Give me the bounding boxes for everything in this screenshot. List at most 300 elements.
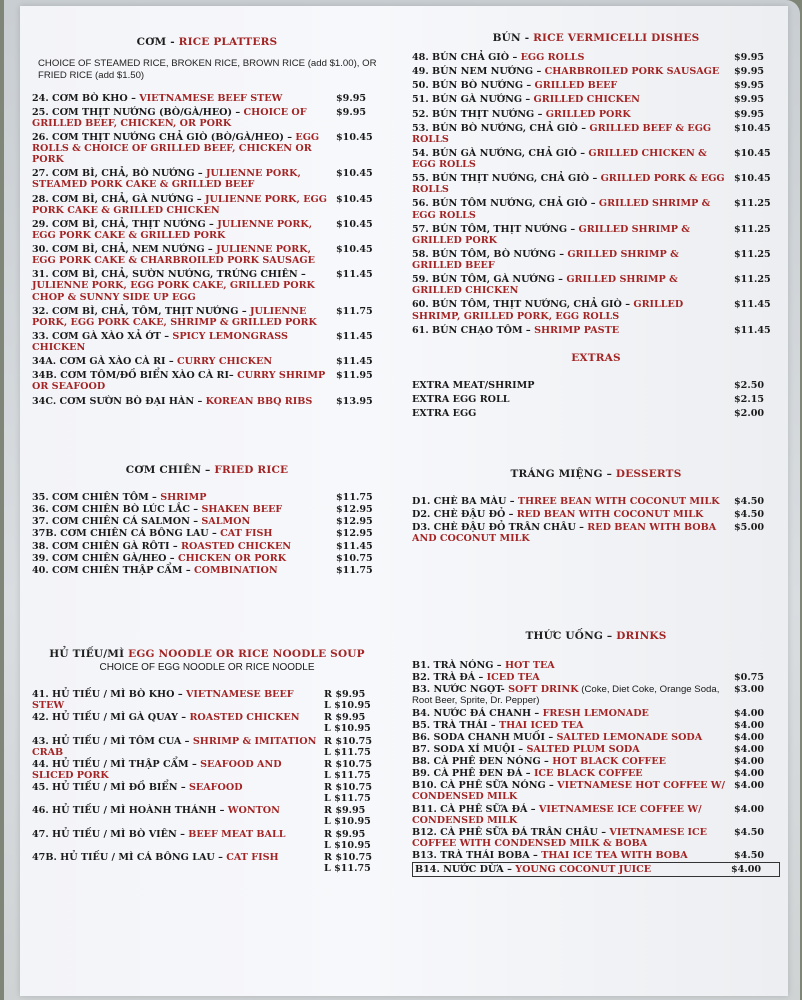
item-description bbox=[412, 756, 728, 767]
item-price: $11.75 bbox=[336, 305, 373, 317]
item-description bbox=[32, 331, 330, 353]
menu-item bbox=[412, 123, 780, 145]
item-name-en: JULIENNE PORK, EGG PORK CAKE, GRILLED PORK CHOP & SUNNY SIDE UP EGG bbox=[32, 280, 315, 303]
item-name-en: THAI ICED TEA bbox=[498, 719, 584, 731]
desserts-list bbox=[412, 496, 780, 545]
item-description bbox=[32, 107, 330, 129]
item-name-en: ICE BLACK COFFEE bbox=[533, 768, 643, 780]
item-name-vn: 35. CƠM CHIÊN TÔM – bbox=[32, 492, 161, 503]
menu-item bbox=[32, 132, 382, 165]
menu-item bbox=[32, 194, 382, 216]
menu-item bbox=[32, 541, 382, 552]
price-regular: R $10.75 bbox=[324, 735, 373, 747]
item-price bbox=[324, 759, 382, 781]
price-large: L $10.95 bbox=[324, 839, 371, 851]
menu-item bbox=[32, 331, 382, 353]
item-price: $10.75 bbox=[336, 552, 373, 564]
item-description bbox=[412, 509, 728, 520]
item-name-vn: 26. CƠM THỊT NƯỚNG CHẢ GIÒ (BÒ/GÀ/HEO) – bbox=[32, 131, 296, 143]
desserts-section bbox=[412, 468, 780, 547]
item-price: $9.95 bbox=[734, 52, 765, 63]
extra-item bbox=[412, 380, 780, 391]
menu-item bbox=[412, 198, 780, 220]
item-name-en: CHICKEN OR PORK bbox=[177, 552, 287, 564]
item-name-vn: 60. BÚN TÔM, THỊT NƯỚNG, CHẢ GIÒ – bbox=[412, 299, 634, 311]
item-description bbox=[415, 864, 725, 875]
item-price: $10.45 bbox=[734, 147, 771, 159]
item-name-en: CAT FISH bbox=[220, 528, 273, 540]
menu-item bbox=[412, 148, 780, 170]
noodle-soup-section bbox=[32, 648, 382, 875]
item-name-vn: 33. CƠM GÀ XÀO XẢ ỚT – bbox=[32, 330, 173, 342]
item-name-vn: 51. BÚN GÀ NƯỚNG – bbox=[412, 94, 534, 106]
price-large: L $11.75 bbox=[324, 862, 371, 874]
item-name-vn: B3. NƯỚC NGỌT- bbox=[412, 684, 509, 696]
menu-item bbox=[412, 52, 780, 63]
item-name-en: VIETNAMESE HOT COFFEE W/ CONDENSED MILK bbox=[412, 780, 726, 803]
item-description bbox=[412, 123, 728, 145]
item-description bbox=[412, 198, 728, 220]
item-description bbox=[32, 565, 330, 576]
item-name-en: CAT FISH bbox=[226, 851, 279, 863]
item-description bbox=[412, 109, 728, 120]
item-name-vn: 56. BÚN TÔM NƯỚNG, CHẢ GIÒ – bbox=[412, 198, 599, 210]
item-description bbox=[32, 829, 318, 840]
extra-name: EXTRA EGG bbox=[412, 408, 477, 420]
item-price: $11.95 bbox=[336, 370, 373, 382]
item-price: $11.45 bbox=[734, 324, 771, 336]
item-name-en: GRILLED BEEF bbox=[534, 80, 618, 92]
price-regular: R $10.75 bbox=[324, 851, 373, 863]
item-price: $4.00 bbox=[734, 731, 765, 743]
item-name-vn: B6. SODA CHANH MUỐI – bbox=[412, 731, 557, 743]
item-name-vn: 37. CƠM CHIÊN CÁ SALMON – bbox=[32, 516, 202, 528]
extras-heading bbox=[412, 352, 780, 364]
heading-vn: HỦ TIẾU/MÌ bbox=[49, 648, 125, 660]
item-description bbox=[412, 522, 728, 544]
item-name-vn: D3. CHÈ ĐẬU ĐỎ TRÂN CHÂU – bbox=[412, 522, 588, 534]
item-description bbox=[32, 541, 330, 552]
item-name-en: HOT TEA bbox=[504, 660, 555, 671]
item-price: $10.45 bbox=[336, 244, 373, 256]
menu-item bbox=[412, 827, 780, 849]
item-name-en: JULIENNE PORK, EGG PORK CAKE & GRILLED CHICKEN bbox=[32, 193, 327, 216]
item-description bbox=[412, 708, 728, 719]
vermicelli-section bbox=[412, 32, 780, 339]
item-description bbox=[32, 553, 330, 564]
menu-item bbox=[412, 720, 780, 731]
item-name-vn: B13. TRÀ THÁI BOBA – bbox=[412, 850, 542, 861]
heading-en: DRINKS bbox=[616, 630, 667, 642]
item-name-vn: 59. BÚN TÔM, GÀ NƯỚNG – bbox=[412, 274, 567, 286]
fried-rice-heading: CƠM CHIÊN – FRIED RICE bbox=[125, 464, 289, 476]
item-description bbox=[32, 168, 330, 190]
item-description bbox=[412, 80, 728, 91]
item-name-vn: 36. CƠM CHIÊN BÒ LÚC LẮC – bbox=[32, 504, 202, 516]
item-price: $11.45 bbox=[336, 330, 373, 342]
desserts-heading: TRÁNG MIỆNG – DESSERTS bbox=[510, 468, 682, 480]
item-price: $4.00 bbox=[731, 864, 762, 876]
item-price: $11.45 bbox=[336, 356, 373, 368]
extra-price: $2.50 bbox=[734, 380, 765, 391]
item-name-en: VIETNAMESE BEEF STEW bbox=[139, 92, 283, 104]
menu-item bbox=[32, 93, 382, 104]
item-description bbox=[412, 148, 728, 170]
price-regular: R $10.75 bbox=[324, 758, 373, 770]
item-name-en: SEAFOOD bbox=[188, 782, 243, 793]
item-description bbox=[32, 492, 330, 503]
menu-item bbox=[412, 249, 780, 271]
extra-price: $2.00 bbox=[734, 408, 765, 420]
item-description bbox=[32, 782, 318, 793]
item-price: $9.95 bbox=[734, 80, 765, 92]
item-price: $10.45 bbox=[336, 131, 373, 143]
item-description bbox=[412, 299, 728, 321]
item-price: $4.00 bbox=[734, 756, 765, 767]
item-name-en: SALTED LEMONADE SODA bbox=[556, 731, 703, 743]
item-description bbox=[32, 370, 330, 392]
item-description bbox=[412, 744, 728, 755]
item-name-vn: 54. BÚN GÀ NƯỚNG, CHẢ GIÒ – bbox=[412, 147, 589, 159]
item-description bbox=[412, 496, 728, 507]
item-name-en: JULIENNE PORK, EGG PORK CAKE & CHARBROILED PORK SAUSAGE bbox=[32, 244, 315, 267]
item-description bbox=[32, 194, 330, 216]
item-price: $4.00 bbox=[734, 768, 765, 780]
item-name-en: ROASTED CHICKEN bbox=[181, 540, 292, 552]
menu-item bbox=[412, 109, 780, 120]
menu-item bbox=[32, 516, 382, 527]
item-name-vn: 47B. HỦ TIẾU / MÌ CÁ BÔNG LAU – bbox=[32, 851, 227, 863]
item-name-en: GRILLED BEEF & EGG ROLLS bbox=[412, 122, 712, 145]
item-price: $11.25 bbox=[734, 274, 771, 286]
item-price: $10.45 bbox=[336, 193, 373, 205]
item-description bbox=[32, 712, 318, 723]
menu-item bbox=[32, 219, 382, 241]
item-name-vn: B2. TRÀ ĐÁ – bbox=[412, 672, 487, 684]
item-price bbox=[324, 736, 382, 758]
item-name-en: GRILLED SHRIMP & EGG ROLLS bbox=[412, 198, 711, 221]
fried-rice-section bbox=[32, 464, 382, 577]
menu-item bbox=[32, 805, 382, 827]
item-price: $11.45 bbox=[336, 269, 373, 281]
item-name-vn: 29. CƠM BÌ, CHẢ, THỊT NƯỚNG – bbox=[32, 218, 218, 230]
heading-vn: CƠM bbox=[136, 36, 167, 48]
item-price: $4.50 bbox=[734, 509, 765, 521]
item-name-vn: 57. BÚN TÔM, THỊT NƯỚNG – bbox=[412, 223, 579, 235]
left-column bbox=[32, 6, 382, 996]
item-description bbox=[412, 732, 728, 743]
menu-item bbox=[32, 269, 382, 302]
menu-item bbox=[32, 759, 382, 781]
menu-item bbox=[32, 852, 382, 874]
item-price bbox=[324, 852, 382, 874]
menu-item bbox=[412, 862, 780, 877]
menu-item bbox=[412, 496, 780, 507]
menu-item bbox=[412, 744, 780, 755]
item-name-vn: 32. CƠM BÌ, CHẢ, TÔM, THỊT NƯỚNG – bbox=[32, 305, 250, 317]
item-name-en: KOREAN BBQ RIBS bbox=[205, 395, 313, 407]
price-regular: R $9.95 bbox=[324, 689, 366, 700]
item-price: $9.95 bbox=[734, 66, 765, 78]
item-price: $10.45 bbox=[734, 173, 771, 185]
rice-choice-note: CHOICE OF STEAMED RICE, BROKEN RICE, BROWN RICE (add $1.00), OR FRIED RICE (add $1.50) bbox=[38, 58, 377, 82]
item-name-en: SHRIMP & IMITATION CRAB bbox=[32, 735, 317, 758]
item-price: $11.25 bbox=[734, 223, 771, 235]
item-description bbox=[412, 720, 728, 731]
drinks-list bbox=[412, 660, 780, 877]
menu-item bbox=[32, 168, 382, 190]
heading-en: RICE VERMICELLI DISHES bbox=[533, 32, 700, 44]
item-price bbox=[324, 782, 382, 804]
item-description bbox=[32, 356, 330, 367]
item-price bbox=[324, 689, 382, 711]
item-name-en: SALTED PLUM SODA bbox=[526, 743, 640, 755]
item-description bbox=[32, 504, 330, 515]
noodle-soup-heading bbox=[32, 648, 382, 660]
menu-item bbox=[412, 66, 780, 77]
item-name-en: RED BEAN WITH COCONUT MILK bbox=[516, 509, 704, 521]
heading-vn: CƠM CHIÊN bbox=[125, 464, 202, 476]
item-name-en: ICED TEA bbox=[486, 672, 540, 684]
extra-item bbox=[412, 408, 780, 419]
item-price: $11.75 bbox=[336, 564, 373, 576]
item-name-vn: 46. HỦ TIẾU / MÌ HOÀNH THÁNH – bbox=[32, 805, 228, 817]
item-name-vn: 31. CƠM BÌ, CHẢ, SƯỜN NƯỚNG, TRỨNG CHIÊN – bbox=[32, 269, 306, 281]
extra-name: EXTRA MEAT/SHRIMP bbox=[412, 380, 535, 391]
noodle-soup-list bbox=[32, 689, 382, 874]
menu-item bbox=[32, 306, 382, 328]
item-name-en: VIETNAMESE ICE COFFEE WITH CONDENSED MILK & BOBA bbox=[412, 826, 707, 849]
item-name-en: CHOICE OF GRILLED BEEF, CHICKEN, OR PORK bbox=[32, 106, 307, 129]
item-name-vn: 58. BÚN TÔM, BÒ NƯỚNG – bbox=[412, 248, 568, 260]
item-name-en: SHRIMP PASTE bbox=[534, 324, 620, 336]
menu-item bbox=[412, 850, 780, 861]
item-name-vn: D1. CHÈ BA MÀU – bbox=[412, 496, 518, 507]
heading-en: DESSERTS bbox=[615, 468, 682, 480]
menu-item bbox=[412, 708, 780, 719]
item-name-vn: 47. HỦ TIẾU / MÌ BÒ VIÊN – bbox=[32, 828, 189, 840]
extra-item bbox=[412, 394, 780, 405]
item-note: (Coke, Diet Coke, Orange Soda, Root Beer, Sprite, Dr. Pepper) bbox=[412, 684, 720, 707]
extras-section bbox=[412, 352, 780, 422]
item-name-en: GRILLED SHRIMP & GRILLED BEEF bbox=[412, 248, 679, 271]
menu-item bbox=[32, 689, 382, 711]
menu-item bbox=[32, 492, 382, 503]
item-price: $9.95 bbox=[336, 92, 367, 104]
item-name-en: GRILLED PORK & EGG ROLLS bbox=[412, 173, 725, 196]
item-name-en: SHRIMP bbox=[160, 492, 207, 503]
item-description bbox=[412, 672, 728, 683]
item-description bbox=[412, 660, 728, 671]
item-price: $10.45 bbox=[734, 122, 771, 134]
price-regular: R $9.95 bbox=[324, 712, 366, 724]
item-name-vn: B9. CÀ PHÊ ĐEN ĐÁ – bbox=[412, 768, 534, 780]
menu-item bbox=[412, 684, 780, 706]
price-large: L $11.75 bbox=[324, 769, 371, 781]
item-name-en: GRILLED PORK bbox=[545, 108, 631, 120]
item-description bbox=[32, 269, 330, 302]
item-name-vn: 43. HỦ TIẾU / MÌ TÔM CUA – bbox=[32, 735, 193, 747]
menu-item bbox=[412, 768, 780, 779]
item-name-vn: B1. TRÀ NÓNG – bbox=[412, 660, 505, 671]
item-price: $4.00 bbox=[734, 707, 765, 719]
item-description bbox=[412, 850, 728, 861]
extra-name: EXTRA EGG ROLL bbox=[412, 394, 510, 406]
item-name-en: CURRY CHICKEN bbox=[177, 356, 273, 368]
item-name-en: EGG ROLLS bbox=[520, 52, 585, 63]
item-price: $11.45 bbox=[734, 299, 771, 311]
item-description bbox=[32, 244, 330, 266]
item-price: $9.95 bbox=[336, 106, 367, 118]
menu-item bbox=[412, 804, 780, 826]
menu-item bbox=[32, 396, 382, 407]
item-price: $4.00 bbox=[734, 803, 765, 815]
extras-list bbox=[412, 380, 780, 419]
item-price bbox=[324, 829, 382, 851]
item-name-en: SEAFOOD AND SLICED PORK bbox=[32, 758, 282, 781]
item-name-vn: 34A. CƠM GÀ XÀO CÀ RI – bbox=[32, 356, 178, 368]
item-name-vn: 39. CƠM CHIÊN GÀ/HEO – bbox=[32, 552, 178, 564]
item-name-en: RED BEAN WITH BOBA AND COCONUT MILK bbox=[412, 522, 717, 545]
menu-item bbox=[412, 274, 780, 296]
extra-price: $2.15 bbox=[734, 394, 765, 406]
heading-en: EGG NOODLE OR RICE NOODLE SOUP bbox=[128, 648, 365, 660]
item-price: $11.75 bbox=[336, 492, 373, 503]
item-name-vn: 41. HỦ TIẾU / MÌ BÒ KHO – bbox=[32, 689, 186, 700]
item-description bbox=[412, 684, 728, 706]
menu-item bbox=[412, 509, 780, 520]
item-description bbox=[412, 780, 728, 802]
item-price: $9.95 bbox=[734, 94, 765, 106]
heading-vn: TRÁNG MIỆNG bbox=[510, 468, 603, 480]
item-price: $4.00 bbox=[734, 719, 765, 731]
item-name-en: JULIENNE PORK, EGG PORK CAKE & GRILLED PORK bbox=[32, 218, 313, 241]
item-name-vn: 48. BÚN CHẢ GIÒ – bbox=[412, 52, 521, 63]
heading-vn: THỨC UỐNG bbox=[525, 630, 604, 642]
price-regular: R $9.95 bbox=[324, 828, 366, 840]
price-large: L $10.95 bbox=[324, 816, 371, 828]
heading-vn: BÚN bbox=[492, 32, 521, 44]
price-large: L $11.75 bbox=[324, 793, 371, 805]
vermicelli-heading: BÚN - RICE VERMICELLI DISHES bbox=[492, 32, 700, 44]
item-description bbox=[412, 768, 728, 779]
rice-platters-heading: CƠM - RICE PLATTERS bbox=[136, 36, 278, 48]
item-description bbox=[412, 274, 728, 296]
item-price: $0.75 bbox=[734, 672, 765, 684]
item-name-vn: 37B. CƠM CHIÊN CÁ BÔNG LAU – bbox=[32, 528, 221, 540]
item-description bbox=[32, 306, 330, 328]
right-column bbox=[412, 6, 780, 996]
item-price: $11.45 bbox=[336, 540, 373, 552]
item-name-en: GRILLED CHICKEN & EGG ROLLS bbox=[412, 147, 707, 170]
menu-page bbox=[20, 6, 788, 996]
item-name-en: WONTON bbox=[227, 805, 280, 817]
item-description bbox=[32, 689, 318, 711]
item-name-vn: B8. CÀ PHÊ ĐEN NÓNG – bbox=[412, 756, 553, 767]
item-description bbox=[32, 132, 330, 165]
item-name-en: BEEF MEAT BALL bbox=[188, 828, 286, 840]
item-description bbox=[412, 224, 728, 246]
item-price: $3.00 bbox=[734, 684, 765, 696]
item-name-vn: B10. CÀ PHÊ SỮA NÓNG – bbox=[412, 780, 558, 792]
menu-item bbox=[32, 244, 382, 266]
fried-rice-list bbox=[32, 492, 382, 576]
menu-item bbox=[32, 712, 382, 734]
item-name-vn: B11. CÀ PHÊ SỮA ĐÁ – bbox=[412, 803, 539, 815]
item-name-en: GRILLED SHRIMP & GRILLED CHICKEN bbox=[412, 274, 678, 297]
item-price: $11.25 bbox=[734, 248, 771, 260]
item-name-en: YOUNG COCONUT JUICE bbox=[515, 864, 652, 876]
item-name-vn: 55. BÚN THỊT NƯỚNG, CHẢ GIÒ – bbox=[412, 173, 601, 185]
menu-item bbox=[412, 756, 780, 767]
item-description bbox=[32, 396, 330, 407]
item-description bbox=[32, 516, 330, 527]
item-name-en: SPICY LEMONGRASS CHICKEN bbox=[32, 330, 288, 354]
menu-item bbox=[412, 299, 780, 321]
price-large: L $11.75 bbox=[324, 746, 371, 758]
item-name-vn: 53. BÚN BÒ NƯỚNG, CHẢ GIÒ – bbox=[412, 122, 590, 134]
item-name-vn: 34B. CƠM TÔM/ĐỒ BIỂN XÀO CÀ RI– bbox=[32, 370, 238, 382]
vermicelli-list bbox=[412, 52, 780, 336]
item-name-en: JULIENNE PORK, STEAMED PORK CAKE & GRILLED BEEF bbox=[32, 168, 301, 191]
item-description bbox=[32, 528, 330, 539]
item-name-vn: 42. HỦ TIẾU / MÌ GÀ QUAY – bbox=[32, 712, 190, 724]
item-name-vn: 38. CƠM CHIÊN GÀ RÔTI – bbox=[32, 540, 182, 552]
price-regular: R $9.95 bbox=[324, 805, 366, 817]
item-name-vn: 44. HỦ TIẾU / MÌ THẬP CẨM – bbox=[32, 758, 201, 770]
item-name-en: EGG ROLLS & CHOICE OF GRILLED BEEF, CHICKEN OR PORK bbox=[32, 131, 320, 166]
item-price: $12.95 bbox=[336, 504, 373, 516]
item-name-vn: 45. HỦ TIẾU / MÌ ĐỒ BIỂN – bbox=[32, 782, 189, 793]
item-price: $12.95 bbox=[336, 516, 373, 528]
menu-item bbox=[412, 173, 780, 195]
item-price: $11.25 bbox=[734, 198, 771, 210]
price-large: L $10.95 bbox=[324, 700, 371, 712]
item-price: $12.95 bbox=[336, 528, 373, 540]
item-description bbox=[412, 827, 728, 849]
item-price: $4.50 bbox=[734, 826, 765, 838]
item-name-en: GRILLED SHRIMP & GRILLED PORK bbox=[412, 223, 690, 246]
menu-item bbox=[32, 565, 382, 576]
item-name-en: VIETNAMESE BEEF STEW bbox=[32, 689, 294, 712]
item-description bbox=[412, 66, 728, 77]
heading-en: EXTRAS bbox=[571, 352, 621, 364]
drinks-heading: THỨC UỐNG – DRINKS bbox=[525, 630, 667, 642]
item-name-en: SOFT DRINK bbox=[508, 684, 579, 696]
item-name-en: HOT BLACK COFFEE bbox=[552, 756, 666, 767]
item-name-vn: 24. CƠM BÒ KHO – bbox=[32, 92, 140, 104]
item-name-vn: 30. CƠM BÌ, CHẢ, NEM NƯỚNG – bbox=[32, 244, 217, 256]
menu-item bbox=[412, 660, 780, 671]
menu-item bbox=[412, 94, 780, 105]
item-description bbox=[32, 93, 330, 104]
item-price: $4.50 bbox=[734, 496, 765, 507]
item-description bbox=[412, 173, 728, 195]
item-name-vn: 61. BÚN CHẠO TÔM – bbox=[412, 324, 535, 336]
item-price bbox=[324, 712, 382, 734]
item-description bbox=[412, 249, 728, 271]
menu-item bbox=[32, 553, 382, 564]
item-name-en: SHAKEN BEEF bbox=[201, 504, 283, 516]
item-name-vn: 52. BÚN THỊT NƯỚNG – bbox=[412, 108, 546, 120]
item-name-vn: B12. CÀ PHÊ SỮA ĐÁ TRÂN CHÂU – bbox=[412, 826, 610, 838]
item-price: $4.50 bbox=[734, 850, 765, 861]
menu-item bbox=[412, 224, 780, 246]
item-name-vn: 49. BÚN NEM NƯỚNG – bbox=[412, 66, 545, 78]
menu-item bbox=[32, 107, 382, 129]
item-name-en: GRILLED CHICKEN bbox=[533, 94, 640, 106]
item-name-en: FRESH LEMONADE bbox=[542, 707, 649, 719]
